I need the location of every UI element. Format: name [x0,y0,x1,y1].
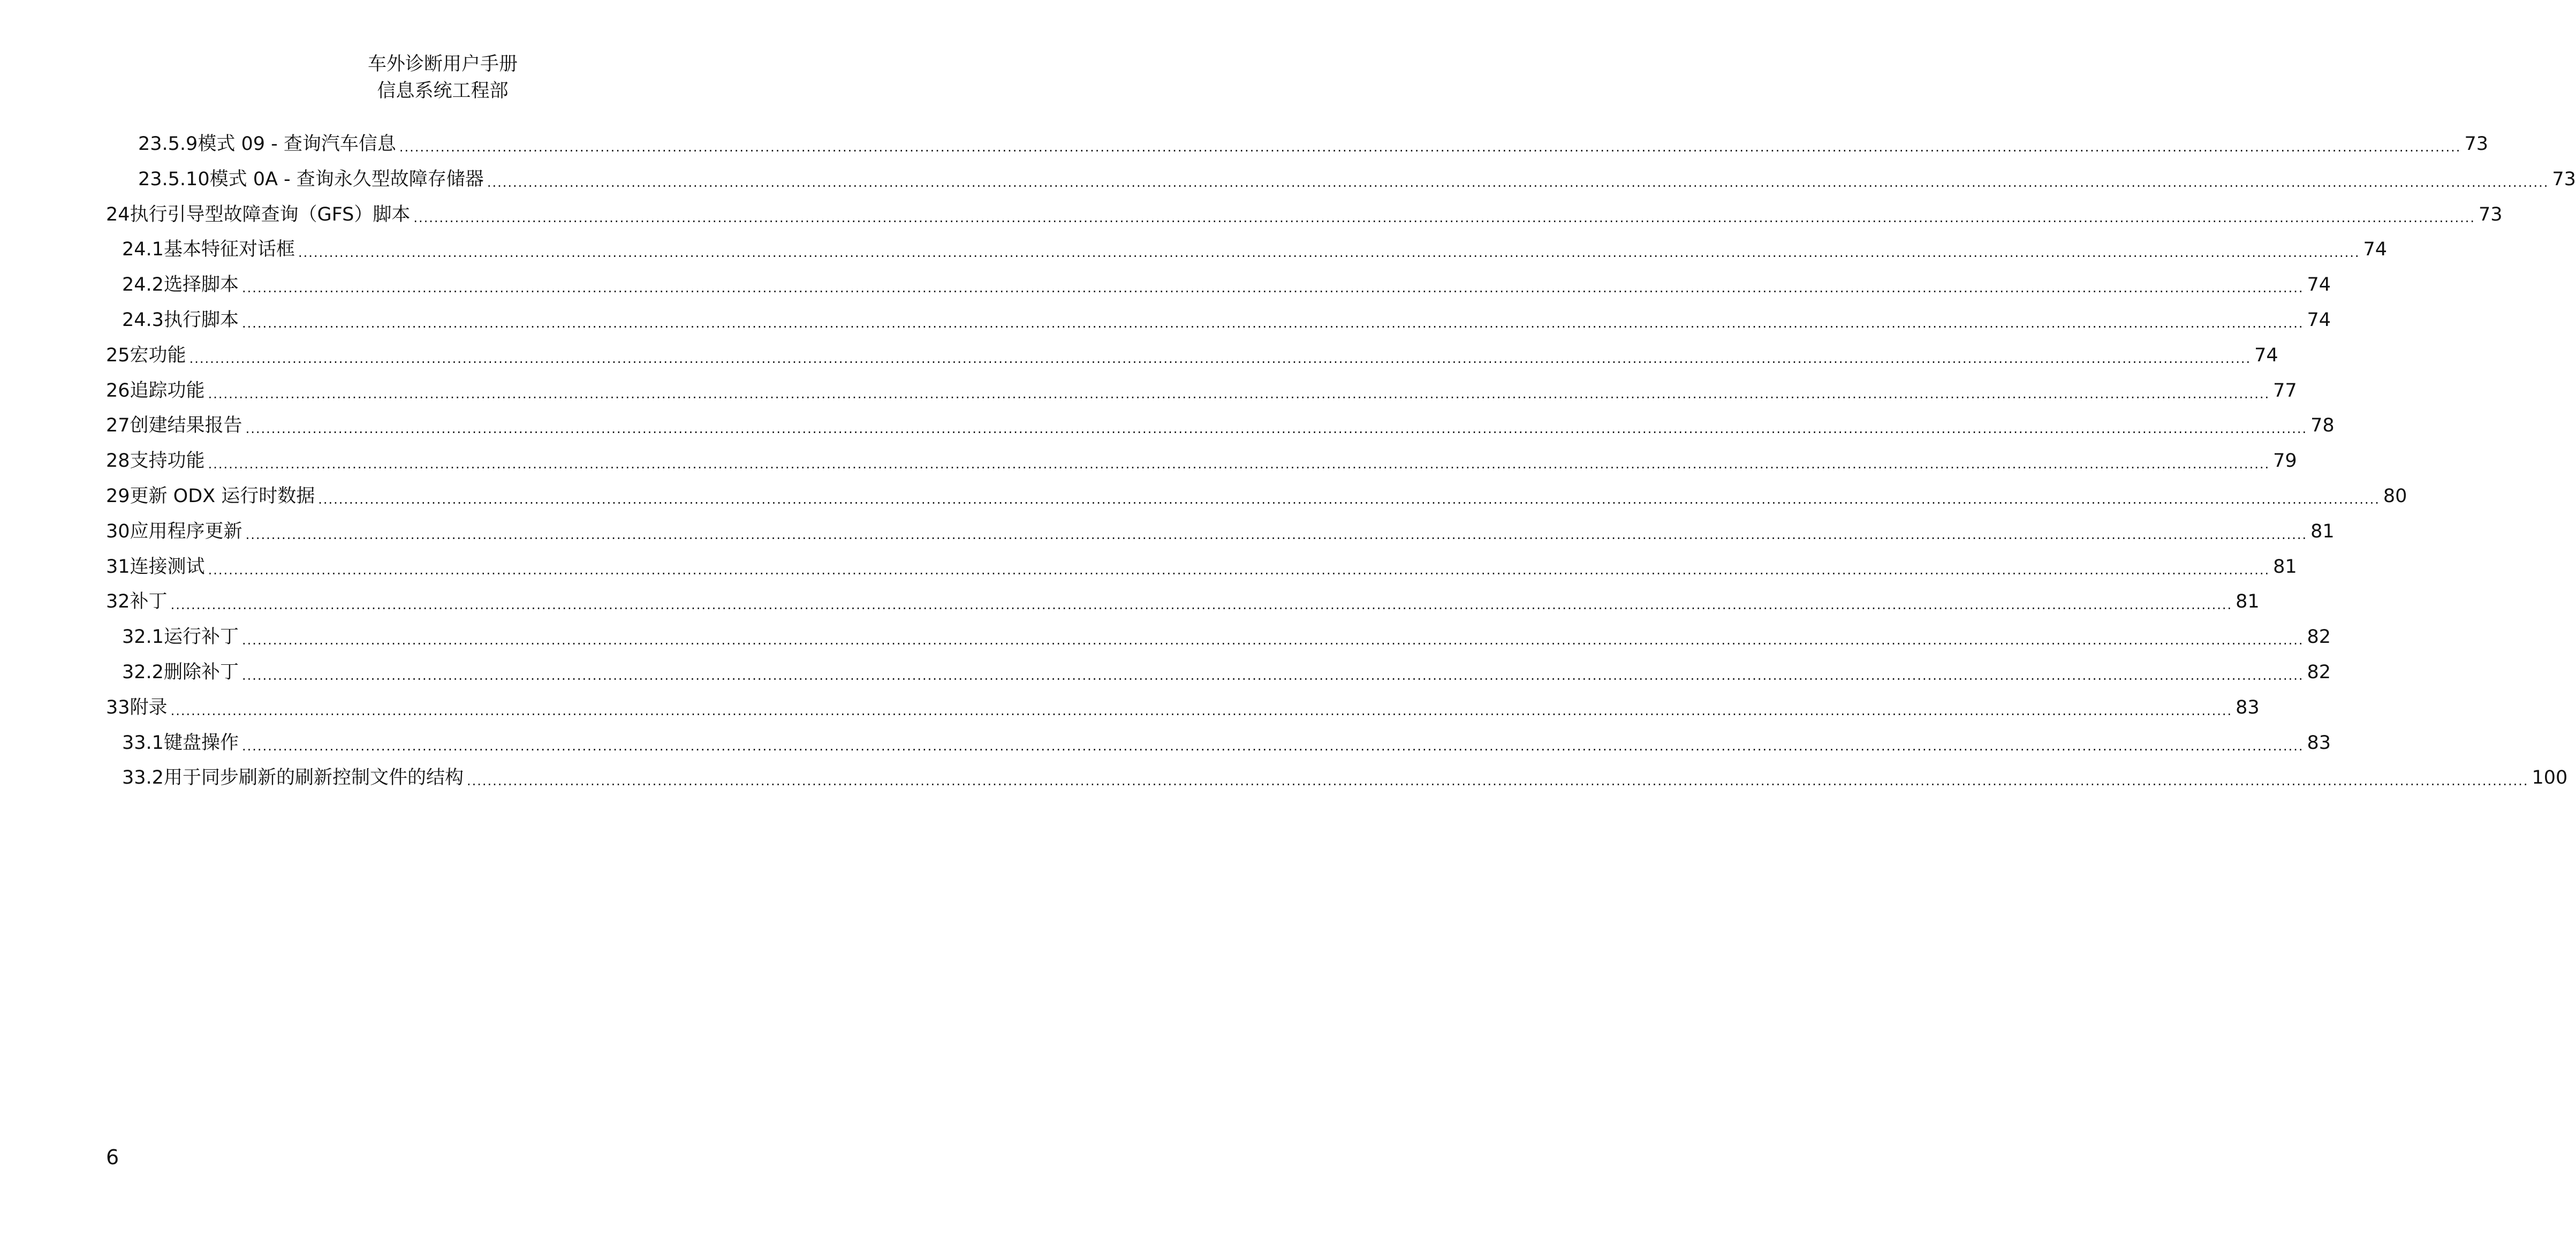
toc-entry-title: 键盘操作 [163,732,239,754]
toc-entry-number: 26 [106,380,130,401]
toc-entry-leader: ................................................................................................................................................................................................................................................................................................................................................................................................................ [170,597,2233,613]
toc-entry-leader: ................................................................................................................................................................................................................................................................................................................................................................................................................ [245,421,2308,437]
toc-entry-title: 执行脚本 [163,309,239,331]
toc-entry-title: 执行引导型故障查询（GFS）脚本 [130,203,411,225]
toc-entry-leader: ................................................................................................................................................................................................................................................................................................................................................................................................................ [241,668,2304,683]
toc-entry-title: 用于同步刷新的刷新控制文件的结构 [163,767,464,789]
toc-entry[interactable] [106,375,2297,402]
toc-entry-page: 74 [2254,344,2278,366]
toc-entry-leader: ................................................................................................................................................................................................................................................................................................................................................................................................................ [170,703,2233,718]
toc-entry-number: 33.2 [122,767,164,789]
toc-entry-leader: ................................................................................................................................................................................................................................................................................................................................................................................................................ [208,562,2270,578]
toc-entry-title: 删除补丁 [163,662,239,683]
toc-entry-title: 连接测试 [130,556,205,578]
toc-entry-leader: ................................................................................................................................................................................................................................................................................................................................................................................................................ [318,492,2380,507]
toc-entry-title: 追踪功能 [130,380,205,401]
toc-entry-page: 74 [2307,309,2331,331]
toc-entry[interactable] [106,340,2278,367]
toc-entry-page: 78 [2310,415,2335,437]
toc-entry-page: 83 [2307,732,2331,754]
toc-entry-page: 79 [2273,450,2297,472]
toc-entry[interactable] [106,586,2260,613]
toc-entry-page: 81 [2236,591,2260,613]
toc-entry-number: 25 [106,344,130,366]
toc-entry-number: 23.5.9 [138,133,198,155]
toc-entry-page: 80 [2383,485,2407,507]
toc-entry[interactable] [106,692,2260,719]
toc-entry-page: 82 [2307,626,2331,648]
toc-entry-title: 应用程序更新 [130,520,243,542]
toc-entry-number: 31 [106,556,130,578]
toc-entry-number: 32 [106,591,130,613]
toc-entry-number: 24.2 [122,274,164,296]
toc-entry-page: 73 [2552,168,2576,190]
toc-entry[interactable] [106,551,2297,578]
toc-entry[interactable] [138,164,2576,191]
header-department: 信息系统工程部 [377,80,509,102]
toc-entry[interactable] [106,199,2503,226]
toc-entry-leader: ................................................................................................................................................................................................................................................................................................................................................................................................................ [399,140,2461,155]
toc-entry-page: 100 [2532,767,2568,789]
toc-entry-title: 模式 09 - 查询汽车信息 [198,133,396,155]
toc-entry-number: 32.1 [122,626,164,648]
toc-entry-leader: ................................................................................................................................................................................................................................................................................................................................................................................................................ [487,174,2549,190]
toc-entry-number: 24.1 [122,239,164,261]
toc-entry-leader: ................................................................................................................................................................................................................................................................................................................................................................................................................ [241,280,2304,296]
toc-entry-page: 74 [2307,274,2331,296]
toc-entry-page: 81 [2310,520,2335,542]
toc-entry-page: 81 [2273,556,2297,578]
toc-entry-title: 创建结果报告 [130,415,243,437]
toc-entry-leader: ................................................................................................................................................................................................................................................................................................................................................................................................................ [413,210,2475,225]
toc-entry-leader: ................................................................................................................................................................................................................................................................................................................................................................................................................ [241,316,2304,331]
toc-entry-leader: ................................................................................................................................................................................................................................................................................................................................................................................................................ [466,773,2529,789]
toc-entry-page: 73 [2464,133,2488,155]
toc-entry[interactable] [122,762,2568,789]
toc-entry[interactable] [122,269,2331,296]
toc-entry-leader: ................................................................................................................................................................................................................................................................................................................................................................................................................ [208,457,2270,472]
toc-entry[interactable] [138,128,2488,155]
toc-entry-title: 支持功能 [130,450,205,472]
toc-entry[interactable] [122,657,2331,684]
toc-entry-leader: ................................................................................................................................................................................................................................................................................................................................................................................................................ [189,351,2252,366]
toc-entry-page: 73 [2478,203,2503,225]
toc-entry-page: 82 [2307,662,2331,683]
toc-entry[interactable] [106,445,2297,472]
toc-entry-title: 运行补丁 [163,626,239,648]
toc-entry-title: 更新 ODX 运行时数据 [130,485,315,507]
page-number: 6 [106,1145,119,1169]
toc-entry-page: 74 [2363,239,2388,261]
toc-entry-title: 补丁 [130,591,168,613]
header-title: 车外诊断用户手册 [367,54,518,75]
toc-entry-number: 30 [106,520,130,542]
toc-entry-number: 24.3 [122,309,164,331]
toc-entry-title: 基本特征对话框 [163,239,295,261]
toc-entry-number: 28 [106,450,130,472]
toc-entry-title: 模式 0A - 查询永久型故障存储器 [209,168,484,190]
toc-entry[interactable] [122,305,2331,331]
toc-entry[interactable] [122,727,2331,754]
toc-entry-title: 附录 [130,696,168,718]
toc-entry-number: 24 [106,203,130,225]
toc-entry[interactable] [122,621,2331,648]
toc-entry-leader: ................................................................................................................................................................................................................................................................................................................................................................................................................ [298,245,2360,261]
toc-entry-number: 23.5.10 [138,168,210,190]
toc-entry-number: 27 [106,415,130,437]
toc-entry-title: 宏功能 [130,344,186,366]
toc-entry[interactable] [122,234,2388,261]
toc-entry-number: 33 [106,696,130,718]
toc-entry-number: 32.2 [122,662,164,683]
toc-entry-page: 77 [2273,380,2297,401]
toc-entry-page: 83 [2236,696,2260,718]
toc-entry-number: 33.1 [122,732,164,754]
toc-entry-title: 选择脚本 [163,274,239,296]
toc-entry-leader: ................................................................................................................................................................................................................................................................................................................................................................................................................ [241,738,2304,754]
toc-entry-number: 29 [106,485,130,507]
toc-entry[interactable] [106,516,2335,543]
toc-entry[interactable] [106,481,2407,507]
toc-entry-leader: ................................................................................................................................................................................................................................................................................................................................................................................................................ [245,527,2308,542]
toc-entry-leader: ................................................................................................................................................................................................................................................................................................................................................................................................................ [241,633,2304,648]
toc-entry-leader: ................................................................................................................................................................................................................................................................................................................................................................................................................ [208,386,2270,401]
toc-entry[interactable] [106,410,2335,437]
